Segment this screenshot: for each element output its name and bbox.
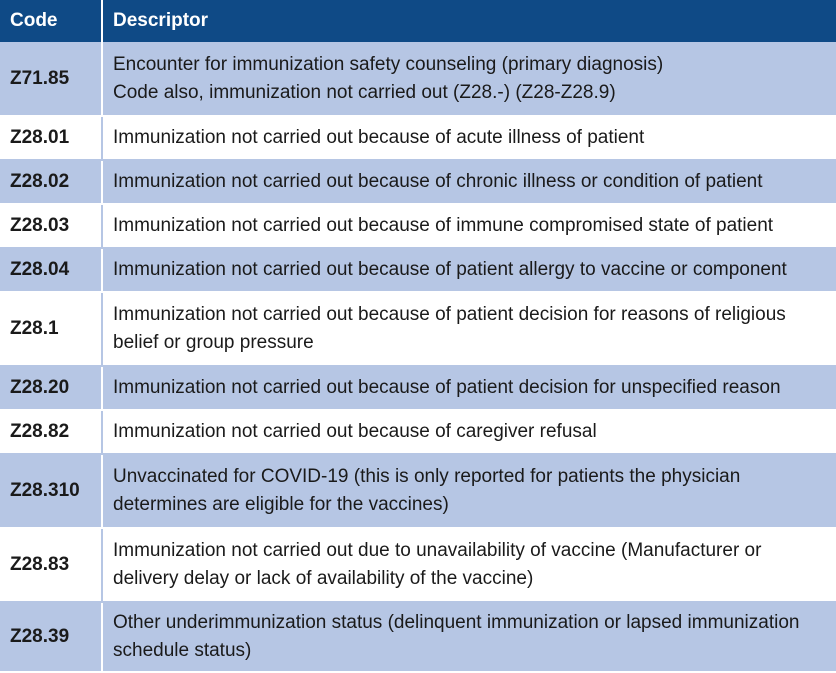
descriptor-text: Immunization not carried out because of immune compromised state of patient <box>113 215 774 236</box>
code-cell: Z28.83 <box>0 528 102 602</box>
code-cell: Z28.20 <box>0 366 102 410</box>
table-row <box>0 292 836 366</box>
code-cell: Z28.82 <box>0 410 102 454</box>
descriptor-text: Other underimmunization status (delinquent immunization or lapsed immunization schedule status) <box>113 612 800 661</box>
descriptor-cell <box>102 248 836 292</box>
descriptor-cell <box>102 292 836 366</box>
header-descriptor: Descriptor <box>102 0 836 42</box>
code-cell: Z28.39 <box>0 602 102 672</box>
descriptor-text: Immunization not carried out because of caregiver refusal <box>113 421 597 442</box>
descriptor-cell <box>102 116 836 160</box>
descriptor-text: Immunization not carried out because of chronic illness or condition of patient <box>113 171 763 192</box>
descriptor-text: Immunization not carried out due to unavailability of vaccine (Manufacturer or delivery delay or lack of availability of the vaccine) <box>113 540 762 589</box>
descriptor-text: Immunization not carried out because of acute illness of patient <box>113 127 645 148</box>
table-row <box>0 248 836 292</box>
descriptor-cell <box>102 410 836 454</box>
table-row <box>0 366 836 410</box>
table-header-row <box>0 0 836 42</box>
code-cell: Z28.01 <box>0 116 102 160</box>
table-row <box>0 528 836 602</box>
code-cell: Z28.03 <box>0 204 102 248</box>
descriptor-text: Immunization not carried out because of patient decision for reasons of religious belief or group pressure <box>113 304 786 353</box>
descriptor-cell <box>102 204 836 248</box>
code-cell: Z28.02 <box>0 160 102 204</box>
table-row <box>0 116 836 160</box>
table-body <box>0 42 836 672</box>
descriptor-cell <box>102 602 836 672</box>
header-code: Code <box>0 0 102 42</box>
table-row <box>0 410 836 454</box>
descriptor-cell <box>102 42 836 116</box>
code-cell: Z28.1 <box>0 292 102 366</box>
descriptor-cell <box>102 160 836 204</box>
descriptor-text: Immunization not carried out because of patient allergy to vaccine or component <box>113 259 787 280</box>
descriptor-cell <box>102 366 836 410</box>
code-cell: Z28.310 <box>0 454 102 528</box>
table-row <box>0 42 836 116</box>
descriptor-text: Code also, immunization not carried out (Z28.-) (Z28-Z28.9) <box>113 81 616 103</box>
descriptor-text: Encounter for immunization safety counseling (primary diagnosis) <box>113 53 664 75</box>
table-row <box>0 454 836 528</box>
table-row <box>0 160 836 204</box>
code-cell: Z28.04 <box>0 248 102 292</box>
descriptor-text: Immunization not carried out because of patient decision for unspecified reason <box>113 377 781 398</box>
table-row <box>0 602 836 672</box>
table-row <box>0 204 836 248</box>
descriptor-cell <box>102 454 836 528</box>
descriptor-text: Unvaccinated for COVID-19 (this is only reported for patients the physician determines are eligible for the vaccines) <box>113 466 741 515</box>
descriptor-cell <box>102 528 836 602</box>
code-cell: Z71.85 <box>0 42 102 116</box>
